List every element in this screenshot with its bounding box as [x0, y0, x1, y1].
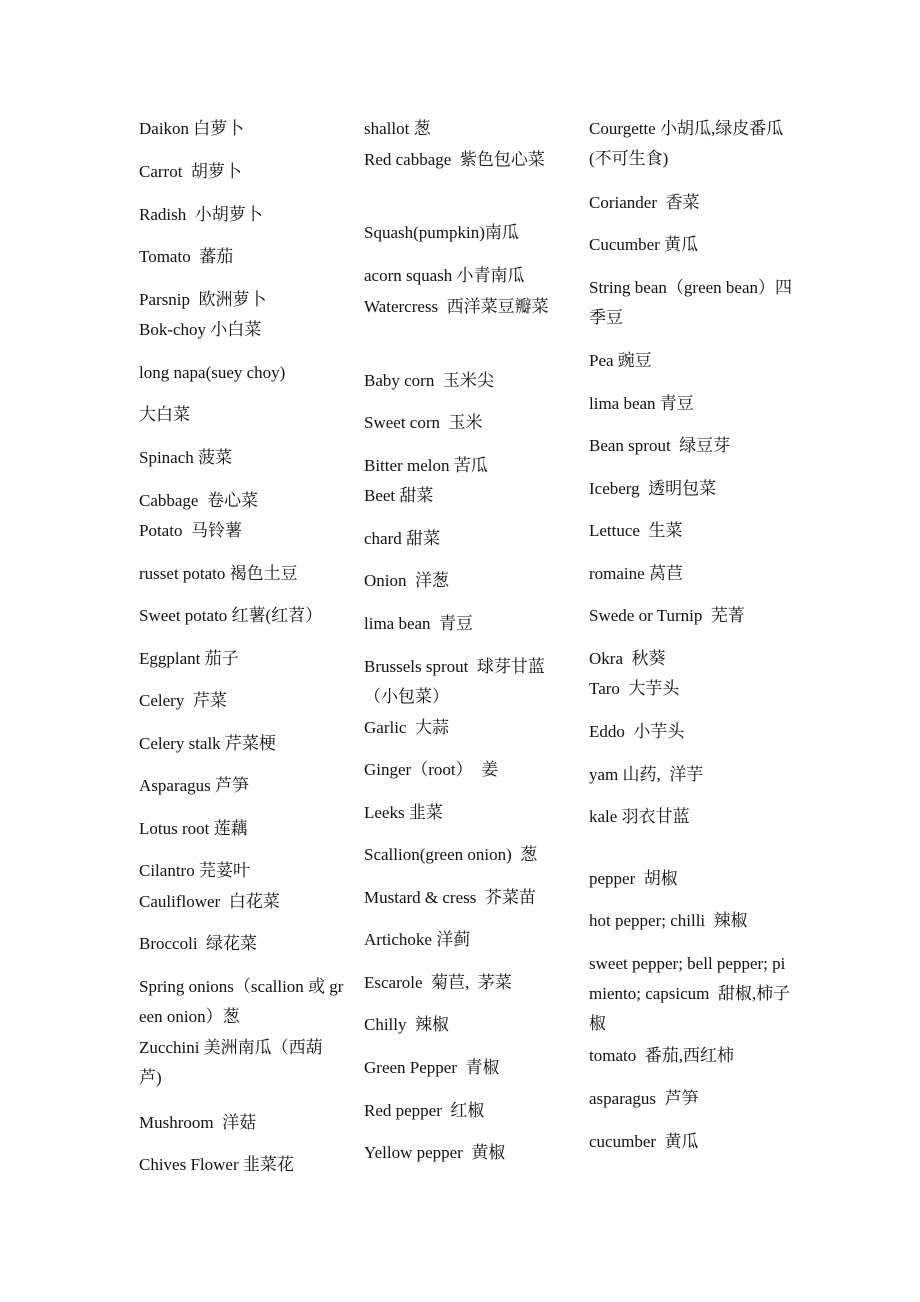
vocab-entry: asparagus 芦笋 [589, 1089, 699, 1108]
vocab-entry: shallot 葱 [364, 119, 431, 138]
vocab-entry: chard 甜菜 [364, 529, 441, 548]
vocab-entry: long napa(suey choy) [139, 363, 286, 382]
vocab-entry: Bok-choy 小白菜 [139, 320, 262, 339]
vocab-entry: Coriander 香菜 [589, 193, 700, 212]
vocab-entry: yam 山药, 洋芋 [589, 765, 704, 784]
vocab-entry: Bitter melon 苦瓜 [364, 456, 488, 475]
vocab-entry: Cilantro 芫荽叶 [139, 861, 250, 880]
vocab-entry: 大白菜 [139, 405, 190, 424]
vocab-entry: String bean（green bean）四季豆 [589, 278, 792, 327]
vocab-entry: Parsnip 欧洲萝卜 [139, 290, 267, 309]
vocab-entry: Bean sprout 绿豆芽 [589, 436, 731, 455]
vocab-entry: kale 羽衣甘蓝 [589, 807, 690, 826]
vocab-entry: Asparagus 芦笋 [139, 776, 250, 795]
vocab-entry: Artichoke 洋蓟 [364, 930, 471, 949]
vocab-entry: Chives Flower 韭菜花 [139, 1155, 294, 1174]
vocab-entry: Lotus root 莲藕 [139, 819, 248, 838]
vocab-entry: Swede or Turnip 芜菁 [589, 606, 745, 625]
vocab-entry: Squash(pumpkin)南瓜 [364, 223, 519, 242]
vocab-entry: romaine 莴苣 [589, 564, 683, 583]
vocab-entry: Iceberg 透明包菜 [589, 479, 717, 498]
vocab-entry: Tomato 蕃茄 [139, 247, 234, 266]
vocab-entry: Mushroom 洋菇 [139, 1113, 257, 1132]
vocab-entry: Onion 洋葱 [364, 571, 449, 590]
vocab-entry: Yellow pepper 黄椒 [364, 1143, 506, 1162]
vocab-entry: Scallion(green onion) 葱 [364, 845, 538, 864]
vocab-entry: Cucumber 黄瓜 [589, 235, 699, 254]
vocab-entry: Potato 马铃薯 [139, 521, 242, 540]
vocab-entry: lima bean 青豆 [589, 394, 694, 413]
vocab-entry: Chilly 辣椒 [364, 1015, 450, 1034]
vocab-entry: Celery stalk 芹菜梗 [139, 734, 276, 753]
vocab-entry: Leeks 韭菜 [364, 803, 443, 822]
vocab-entry: Broccoli 绿花菜 [139, 934, 258, 953]
vocab-entry: Mustard & cress 芥菜苗 [364, 888, 536, 907]
vocab-entry: tomato 番茄,西红柿 [589, 1046, 734, 1065]
vocab-entry: Baby corn 玉米尖 [364, 371, 494, 390]
vocab-entry: Beet 甜菜 [364, 486, 434, 505]
vocab-entry: russet potato 褐色土豆 [139, 564, 298, 583]
vocab-entry: Okra 秋葵 [589, 649, 666, 668]
vocab-entry: Zucchini 美洲南瓜（西葫芦) [139, 1038, 323, 1087]
vocab-entry: Cauliflower 白花菜 [139, 892, 280, 911]
vocab-entry: Courgette 小胡瓜,绿皮番瓜(不可生食) [589, 119, 784, 168]
vocab-entry: Escarole 菊苣, 茅菜 [364, 973, 512, 992]
vocab-entry: Spring onions（scallion 或 green onion）葱 [139, 977, 344, 1026]
vocab-entry: Red pepper 红椒 [364, 1101, 485, 1120]
vocab-entry: Pea 豌豆 [589, 351, 652, 370]
vocab-entry: Taro 大芋头 [589, 679, 680, 698]
vocab-entry: Cabbage 卷心菜 [139, 491, 258, 510]
vocab-entry: Lettuce 生菜 [589, 521, 683, 540]
vocab-entry: Brussels sprout 球芽甘蓝（小包菜） [364, 657, 545, 706]
vocab-entry: Celery 芹菜 [139, 691, 227, 710]
vocab-entry: Watercress 西洋菜豆瓣菜 [364, 297, 549, 316]
vocab-entry: lima bean 青豆 [364, 614, 474, 633]
vocab-entry: Sweet corn 玉米 [364, 413, 483, 432]
vocab-entry: Eggplant 茄子 [139, 649, 239, 668]
vocab-entry: Eddo 小芋头 [589, 722, 685, 741]
vocab-entry: pepper 胡椒 [589, 869, 678, 888]
vocab-entry: Sweet potato 红薯(红苕） [139, 606, 323, 625]
vocab-entry: Garlic 大蒜 [364, 718, 449, 737]
vocab-entry: Green Pepper 青椒 [364, 1058, 500, 1077]
vocab-entry: Ginger（root） 姜 [364, 760, 499, 779]
vocab-entry: sweet pepper; bell pepper; pimiento; capsicum 甜椒,柿子椒 [589, 954, 791, 1033]
vocab-entry: Spinach 菠菜 [139, 448, 233, 467]
vocab-entry: Carrot 胡萝卜 [139, 162, 242, 181]
vocab-entry: hot pepper; chilli 辣椒 [589, 911, 748, 930]
vocab-entry: Radish 小胡萝卜 [139, 205, 263, 224]
vocab-entry: acorn squash 小青南瓜 [364, 266, 525, 285]
vocab-entry: Red cabbage 紫色包心菜 [364, 150, 545, 169]
vocab-entry: cucumber 黄瓜 [589, 1132, 699, 1151]
vocab-entry: Daikon 白萝卜 [139, 119, 245, 138]
